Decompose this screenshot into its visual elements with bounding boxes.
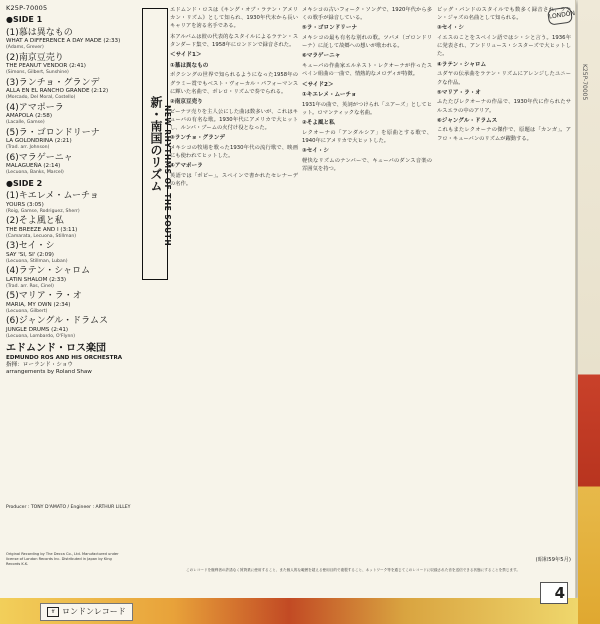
track-jp: (4)ラテン・シャロム [6, 266, 91, 277]
liner-paragraph: レクオーナの「アンダルシア」を原曲とする歌で、1940年にアメリカで大ヒットした。 [302, 129, 432, 145]
track-en: WHAT A DIFFERENCE A DAY MADE (2:33) [6, 38, 121, 45]
spine-catalog: K25P-70005 [581, 64, 588, 101]
section-heading: ③セイ・シ [437, 25, 464, 32]
track-item [6, 53, 124, 76]
track-jp: (2)南京豆売り [6, 52, 64, 63]
track-jp: (2)そよ風と私 [6, 216, 64, 227]
liner-paragraph: メキシコの最も有名な別れの歌。ツバメ（ゴロンドリーナ）に託して故郷への想いが歌われる。 [302, 35, 432, 50]
liner-paragraph: エドムンド・ロスは《キング・オブ・ラテン・アメリカン・リズム》として知られ、1930年代末から長いキャリアを誇る名手である。 [170, 7, 298, 30]
artist-name-en: EDMUNDO ROS AND HIS ORCHESTRA [6, 355, 123, 362]
liner-paragraph: ビッグ・バンドのスタイルでも数多く録音され、ラテン・ジャズの名曲として知られる。 [437, 7, 571, 22]
track-jp: (4)アマポーラ [6, 102, 64, 113]
label-name: ロンドンレコード [62, 607, 126, 616]
arranger: arrangements by Roland Shaw [6, 368, 92, 375]
liner-paragraph: メキシコの牧場を歌った1930年代の流行歌で、映画にも使われてヒットした。 [170, 144, 298, 160]
track-en: YOURS (3:05) [6, 201, 44, 208]
track-credit: (Camarata, Lecuona, Stillman) [6, 233, 77, 239]
track-item [6, 191, 124, 214]
liner-column-3 [437, 6, 571, 145]
liner-paragraph: メキシコの古いフォーク・ソングで、1920年代から多くの歌手が録音している。 [302, 7, 432, 22]
track-en: THE BREEZE AND I (3:11) [6, 226, 78, 233]
track-en: JUNGLE DRUMS (2:41) [6, 326, 69, 333]
section-heading: ②そよ風と私 [302, 120, 335, 127]
track-en: AMAPOLA (2:58) [6, 113, 53, 120]
section-heading: ⑤マリア・ラ・オ [437, 89, 481, 96]
track-credit: (Simons, Gilbert, Sunshine) [6, 70, 69, 76]
signature: (昭和59年5月) [535, 557, 571, 563]
track-jp: (3)ランチョ・グランデ [6, 77, 100, 88]
section-heading: ①キエレメ・ムーチョ [302, 92, 357, 99]
liner-paragraph: ふたたびレクオーナの作品で、1930年代に作られたサルスエラの中のアリア。 [437, 99, 571, 114]
track-item [6, 316, 124, 339]
track-credit: (Roig, Gamse, Rodriguez, Sherr) [6, 208, 80, 214]
track-item [6, 291, 124, 314]
obi-spine [578, 0, 600, 624]
track-en: SAY 'SI, SI' (2:09) [6, 251, 54, 258]
track-en: LA GOLONDRINA (2:21) [6, 138, 72, 145]
album-title-jp: 新・南国のリズム [142, 8, 168, 280]
track-jp: (1)慕は異なもの [6, 27, 73, 38]
recording-notice: Original Recording by The Decca Co., Ltd. Manufactured under license of London Records Inc. Distributed in Japan by King Records K.K. [6, 552, 119, 566]
section-heading: ⑥ジャングル・ドラムス [437, 117, 498, 124]
copyright-notice: このレコードを権利者の許諾なく賃貸業に使用すること、また個人的な範囲を超える使用目的で複製すること、ネットワーク等を通じてこのレコードに収録された音を送信できる状態にすることを禁じます。 [186, 568, 520, 572]
track-item [6, 216, 124, 239]
section-heading: ②南京豆売り [170, 98, 203, 105]
track-en: ALLA EN EL RANCHO GRANDE (2:12) [6, 88, 109, 95]
track-credit: (Lecuona, Lombardo, O'Flynn) [6, 333, 76, 339]
section-heading: ③セイ・シ [302, 148, 329, 155]
track-item [6, 128, 124, 151]
liner-paragraph: ボクシングの世界で知られるようになった1958年のグラミー賞でもベスト・ヴォーカル・パフォーマンスに輝いた名曲で、ボレロ・リズムで奏でられる。 [170, 72, 298, 95]
track-credit: (Trad. arr. Johnson) [6, 145, 50, 151]
track-item [6, 103, 124, 126]
track-jp: (6)ジャングル・ドラムス [6, 316, 109, 327]
liner-paragraph: 英語では「ポピー」。スペインで書かれたセレナーデの名作。 [170, 172, 298, 188]
album-title-en: NEW RHYTHMS OF THE SOUTH [163, 105, 172, 247]
side1-tracks [6, 28, 124, 176]
liner-paragraph: イエスのことをスペイン語ではシ・シと言う。1936年に発表され、アンドリュース・シスターズで大ヒットした。 [437, 35, 571, 58]
track-item [6, 266, 124, 289]
label-logo: LONDON [547, 6, 573, 25]
section-heading: ＜サイド1＞ [170, 52, 202, 59]
liner-paragraph: 本アルバムは彼の代表的なスタイルによるラテン・スタンダード集で、1958年にロンドンで録音された。 [170, 33, 298, 48]
track-credit: (Trad. arr. Ros, Cinel) [6, 283, 54, 289]
track-jp: (3)セイ・シ [6, 241, 55, 252]
record-label-bar [40, 603, 133, 621]
liner-paragraph: ユダヤの伝承曲をラテン・リズムにアレンジしたユニークな作品。 [437, 71, 571, 86]
section-heading: ④ラテン・シャロム [437, 61, 487, 68]
section-heading: ③ランチョ・グランデ [170, 135, 225, 142]
track-jp: (5)ラ・ゴロンドリーナ [6, 127, 100, 138]
track-en: LATIN SHALOM (2:33) [6, 276, 67, 283]
liner-column-2 [302, 6, 432, 175]
side2-tracks [6, 191, 124, 339]
track-en: MALAGUEÑA (2:14) [6, 163, 61, 170]
liner-paragraph: これもまたレクオーナの傑作で、原題は「カンガ」。アフロ・キューバンのリズムが躍動する。 [437, 127, 571, 142]
track-credit: (Lecuona, Stillman, Luban) [6, 258, 68, 264]
london-logo-icon: ff [47, 607, 59, 617]
track-en: MARIA, MY OWN (2:34) [6, 301, 71, 308]
conductor-jp: 指揮：ローランド・ショウ [6, 361, 74, 368]
track-listing [6, 12, 124, 375]
catalog-number: K25P-70005 [6, 4, 48, 12]
liner-paragraph: 1931年の曲で、英詞がつけられ「ユアーズ」としてヒット。ロマンティックな名曲。 [302, 101, 432, 117]
producer-credits: Producer : TONY D'AMATO / Engineer : ARTHUR LILLEY [6, 505, 131, 510]
track-credit: (Morcado, Del Moral, Costello) [6, 95, 76, 101]
section-heading: ⑤ラ・ゴロンドリーナ [302, 25, 358, 32]
section-heading: ④アマポーラ [170, 163, 203, 170]
track-item [6, 28, 124, 51]
track-credit: (Lacalle, Gamse) [6, 120, 45, 126]
side2-header: ●SIDE 2 [6, 178, 43, 188]
liner-paragraph: 軽快なリズムのナンバーで、キューバのダンス音楽の雰囲気を持つ。 [302, 157, 432, 173]
track-credit: (Lecuona, Banks, Marcel) [6, 170, 64, 176]
liner-paragraph: ピーナツ売りを主人公にした曲は数多いが、これはキューバの有名な歌。1930年代にアメリカで大ヒットし、ルンバ・ブームの火付け役となった。 [170, 108, 298, 131]
artist-name-jp: エドムンド・ロス楽団 [6, 343, 106, 355]
section-heading: ⑥マラゲーニャ [302, 53, 341, 60]
track-jp: (5)マリア・ラ・オ [6, 291, 82, 302]
track-item [6, 153, 124, 176]
track-item [6, 78, 124, 101]
artist-block [6, 343, 124, 375]
track-en: THE PEANUT VENDOR (2:41) [6, 63, 86, 70]
track-credit: (Adams, Grever) [6, 45, 44, 51]
section-heading: ＜サイド2＞ [302, 81, 334, 88]
liner-column-1 [170, 6, 298, 190]
track-jp: (6)マラゲーニャ [6, 152, 73, 163]
track-jp: (1)キエレメ・ムーチョ [6, 191, 99, 202]
side1-header: ●SIDE 1 [6, 15, 43, 24]
series-badge: 4 [540, 582, 568, 604]
liner-paragraph: キューバの作曲家エルネスト・レクオーナが作ったスペイン組曲の一曲で、情熱的なメロディが特徴。 [302, 63, 432, 78]
track-item [6, 241, 124, 264]
section-heading: ①慕は異なもの [170, 62, 209, 69]
track-credit: (Lecuona, Gilbert) [6, 308, 48, 314]
signature-block [437, 556, 571, 564]
